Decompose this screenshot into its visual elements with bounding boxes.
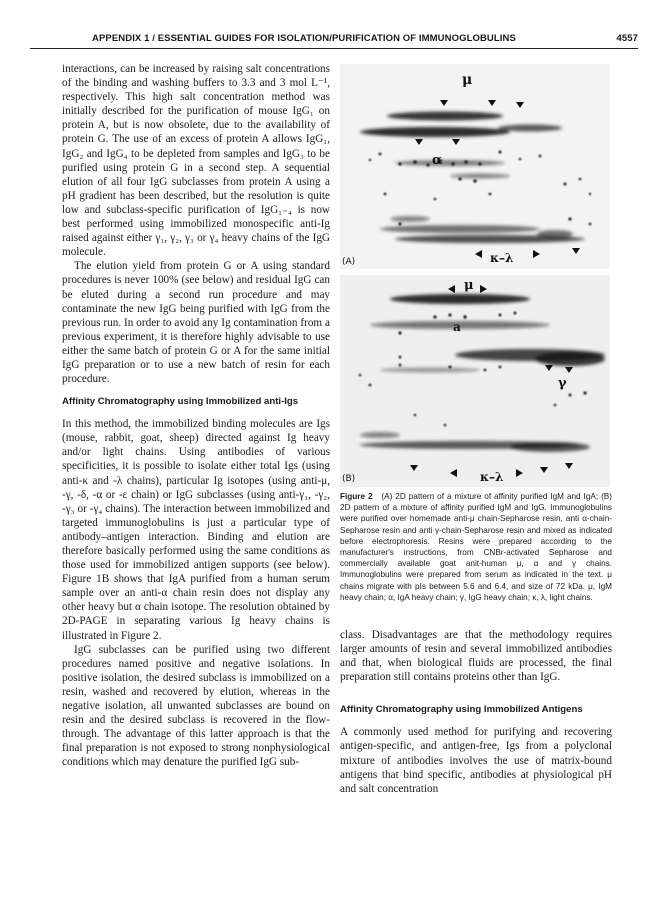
label-kl-b: κ–λ [480, 470, 504, 484]
caption-text: (A) 2D pattern of a mixture of affinity purified IgM and IgA; (B) 2D pattern of a mixture of affinity purified IgM and IgG. Immunoglobulins were purified over homemade anti-μ chain-Sepharose resin, anti α-chain-Sepharose resin and anti γ-chain-Sepharose resin and mixed as indicated before electrophoresis. Resins were prepared according to the manufacturer's instructions, from CNBr-activated Sepharose and commercially available goat anit-human μ, α and γ chains. Immunoglobulins were prepared from serum as indicated in the text. μ chains migrate with pIs between 5.6 and 6.4, and size of 72 kDa. μ, IgM heavy chain; α, IgA heavy chain; γ, IgG heavy chain; κ, λ, light chains. [340, 492, 612, 602]
section-heading-anti-igs: Affinity Chromatography using Immobilized anti-Igs [62, 396, 299, 408]
right-paragraph-1: class. Disadvantages are that the methodology requires larger amounts of resin and several immobilized antibodies and that, when biological fluids are processed, the final preparation still contains proteins other than IgG. [340, 629, 612, 684]
figure-2-panel-a [340, 64, 610, 269]
section-heading-antigens: Affinity Chromatography using Immobilized Antigens [340, 704, 583, 716]
panel-tag-b: (B) [342, 474, 356, 484]
label-kl-a: κ–λ [490, 251, 514, 265]
label-mu-b: μ [464, 278, 474, 293]
label-mu-a: μ [462, 72, 473, 88]
running-header-title: APPENDIX 1 / ESSENTIAL GUIDES FOR ISOLATION/PURIFICATION OF IMMUNOGLOBULINS [92, 33, 516, 44]
left-paragraph-2: The elution yield from protein G or A using standard procedures is never 100% (see below) and residual IgG can be eluted during a second run procedure and may contaminate the new IgG being purified with IgG from the previous run. In order to avoid any Ig contamination from a previous experiment, it is therefore highly advisable to use either the same batch of protein G or A for the same initial IgG preparation or to use a new batch of resin for each procedure. [62, 260, 330, 386]
left-paragraph-3: In this method, the immobilized binding molecules are Igs (mouse, rabbit, goat, sheep) directed against Ig heavy and/or light chains. Using antibodies of various specificities, it is possible to isolate either total Igs (using anti-κ and -λ chains), particular Ig isotopes (using anti-μ, -γ, -δ, -α or -ε chain) or IgG subclasses (using anti-γ₁, -γ₂, -γ₃ or -γ₄ chains). The interaction between immobilized and targeted immunoglobulins is just a particular type of antibody–antigen interaction. Binding and elution are therefore basically performed using the same conditions as those used for immobilized antigen supports (see below). Figure 1B shows that IgA purified from a human serum sample over an anti-α chain resin does not display any other heavy but α chain isotope. The resolution obtained by 2D-PAGE in separating various Ig heavy chains is illustrated in Figure 2. [62, 418, 330, 642]
right-paragraph-2: A commonly used method for purifying and recovering antigen-specific, and antigen-free, Igs from a polyclonal mixture of antibodies involves the use of matrix-bound antigens that bind specific, antibodies at physiological pH and salt concentration [340, 726, 612, 795]
label-alpha-a: α [432, 153, 443, 168]
figure-2-caption [340, 491, 612, 603]
left-paragraph-1: interactions, can be increased by raising salt concentrations of the binding and washing buffers to 3.3 and 3 mol L⁻¹, respectively. This high salt concentration method was initially described for the purification of mouse IgG₁ on protein A, but is now obsolete, due to the availability of protein G. The use of an excess of protein A allows IgG₁, IgG₂ and IgG₄ to be depleted from samples and IgG₃ to be purified using protein G in a second step. A sequential elution of all four IgG subclasses from protein A using a pH gradient has been described, but the resolution is quite low and subclass-specific purification of IgG₁₋₄ is now best performed using immobilized monospecific anti-Ig raised against either γ₁, γ₂, γ₃ or γ₄ heavy chains of the IgG molecule. [62, 63, 330, 259]
figure-2-panel-b [340, 275, 610, 487]
gel-image-b [340, 275, 610, 487]
gel-image-a [340, 64, 610, 269]
panel-tag-a: (A) [342, 257, 356, 267]
left-paragraph-4: IgG subclasses can be purified using two different procedures named positive and negative isolations. In positive isolation, the desired subclass is immobilized on a resin, washed and recovered by elution, whereas in the negative isolation, all unwanted subclasses are bound on resin and the desired subclass is recovered in the flow-through. The advantage of this latter approach is that the final preparation is not exposed to strong nonphysiological conditions which may denature the purified IgG sub- [62, 643, 330, 769]
label-gamma-b: γ [558, 376, 567, 391]
header-rule [30, 48, 638, 49]
page-number: 4557 [616, 33, 638, 44]
caption-label: Figure 2 [340, 492, 373, 501]
running-header [30, 30, 638, 48]
left-column [62, 62, 330, 770]
right-column [340, 628, 612, 796]
label-alpha-b: a [453, 320, 461, 334]
